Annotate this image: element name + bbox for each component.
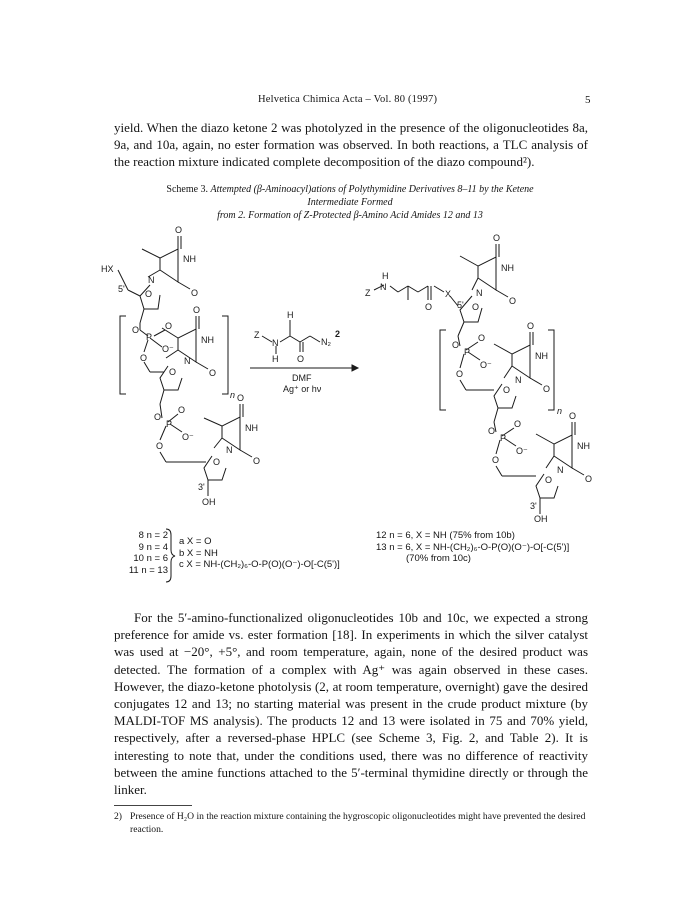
- atom-o: O: [132, 325, 140, 335]
- variant-a: a X = O: [179, 536, 212, 547]
- atom-o-minus: O⁻: [182, 432, 194, 442]
- page-number: 5: [585, 94, 591, 106]
- atom-p: P: [166, 419, 173, 429]
- left-sugar-1: [101, 264, 160, 323]
- atom-x: X: [445, 289, 452, 299]
- right-sugar-2: [460, 380, 516, 422]
- atom-o: O: [191, 288, 199, 298]
- atom-o: O: [527, 321, 535, 331]
- atom-p: P: [464, 347, 471, 357]
- atom-o: O: [169, 367, 177, 377]
- atom-o: O: [478, 333, 486, 343]
- footnote-rule: [114, 805, 192, 806]
- atom-o: O: [193, 305, 201, 315]
- catalyst-label: Ag⁺ or hν: [283, 384, 322, 394]
- repeat-n: n: [230, 390, 236, 400]
- variant-b: b X = NH: [179, 547, 218, 559]
- atom-z: Z: [365, 288, 371, 298]
- atom-h: H: [287, 310, 294, 320]
- solvent-label: DMF: [292, 373, 312, 383]
- atom-n: N: [148, 275, 155, 285]
- atom-n2: N₂: [321, 337, 331, 347]
- atom-o: O: [509, 296, 517, 306]
- product-side-chain: [365, 271, 464, 312]
- variant-list: [179, 536, 359, 571]
- product-list: [376, 530, 596, 565]
- paragraph-2: For the 5′-amino-functionalized oligonucleotides 10b and 10c, we expected a strong preference for amide vs. ester formation [18]. In experiments in which the silver catalyst was used at −20°, +5°, and room temperature, again, none of the desired product was detected. The formation of a complex with Ag⁺ was again observed in these cases. However, the diazo-ketone photolysis (2, at room temperature, overnight) gave the desired conjugates 12 and 13; no starting material was present in the crude product mixture (by MALDI-TOF MS analysis). The products 12 and 13 were isolated in 75 and 70% yield, respectively, after a reversed-phase HPLC (see Scheme 3, Fig. 2, and Table 2). It is interesting to note that, under the conditions used, there was no difference of reactivity between the amine functions attached to the 5′-terminal thymidine directly or through the linker.: [114, 610, 588, 798]
- atom-o: O: [492, 455, 500, 465]
- atom-h: H: [382, 271, 389, 281]
- right-sugar-3: [496, 466, 558, 524]
- atom-o: O: [253, 456, 261, 466]
- left-thymine-1: [142, 225, 198, 298]
- atom-nh: NH: [201, 335, 214, 345]
- atom-o: O: [488, 426, 496, 436]
- atom-nh: NH: [535, 351, 548, 361]
- atom-o: O: [178, 405, 186, 415]
- atom-o: O: [569, 411, 577, 421]
- atom-o: O: [452, 340, 460, 350]
- compound-10: 10 n = 6: [133, 553, 168, 564]
- atom-p: P: [146, 332, 153, 342]
- right-thymine-1: [460, 233, 516, 306]
- right-phosphate-1: [452, 333, 492, 379]
- atom-nh: NH: [577, 441, 590, 451]
- product-12: 12 n = 6, X = NH (75% from 10b): [376, 530, 515, 541]
- atom-o: O: [297, 354, 305, 364]
- variant-c: c X = NH-(CH₂)₆-O-P(O)(O⁻)-O[-C(5')]: [179, 559, 340, 570]
- atom-n: N: [476, 288, 483, 298]
- atom-o: O: [237, 393, 245, 403]
- right-phosphate-2: [488, 419, 528, 465]
- atom-nh: NH: [501, 263, 514, 273]
- right-thymine-2: [494, 321, 550, 394]
- atom-o: O: [154, 412, 162, 422]
- journal-title: Helvetica Chimica Acta – Vol. 80 (1997): [258, 94, 438, 105]
- caption-line-2: from 2. Formation of Z-Protected β-Amino Acid Amides 12 and 13: [217, 210, 483, 221]
- reagent-number: 2: [335, 329, 341, 339]
- atom-n: N: [272, 338, 279, 348]
- atom-o: O: [140, 353, 148, 363]
- paragraph-1: yield. When the diazo ketone 2 was photolyzed in the presence of the oligonucleotides 8a, 9a, and 10a, again, no ester formation was observed. In both reactions, a TLC analysis of the reaction mixture indicated complete decomposition of the diazo compound²).: [114, 120, 588, 170]
- atom-o: O: [145, 289, 153, 299]
- atom-n: N: [557, 465, 564, 475]
- atom-o: O: [545, 475, 553, 485]
- atom-o-minus: O⁻: [480, 360, 492, 370]
- atom-o: O: [213, 457, 221, 467]
- left-sugar-2: [144, 362, 182, 404]
- caption-lead: Scheme 3.: [166, 184, 209, 195]
- atom-o: O: [503, 385, 511, 395]
- caption-line-1: Attempted (β-Aminoacyl)ations of Polythymidine Derivatives 8–11 by the Ketene Intermediate Formed: [210, 184, 534, 208]
- atom-nh: NH: [245, 423, 258, 433]
- atom-o: O: [209, 368, 217, 378]
- left-thymine-3: [204, 393, 260, 466]
- compound-9: 9 n = 4: [138, 541, 168, 553]
- atom-o: O: [514, 419, 522, 429]
- compound-list: [116, 530, 168, 576]
- product-13: 13 n = 6, X = NH-(CH₂)₆-O-P(O)(O⁻)-O[-C(5')]: [376, 541, 570, 553]
- atom-hx: HX: [101, 264, 114, 274]
- atom-o-minus: O⁻: [516, 446, 528, 456]
- atom-o: O: [165, 321, 173, 331]
- reagent-diazoketone: [254, 310, 340, 364]
- atom-nh: NH: [183, 254, 196, 264]
- atom-o: O: [543, 384, 551, 394]
- footnote-text: Presence of H₂O in the reaction mixture containing the hygroscopic oligonucleotides might have prevented the desired reaction.: [130, 811, 586, 835]
- atom-o: O: [493, 233, 501, 243]
- reaction-arrow: [250, 365, 358, 394]
- atom-n: N: [380, 282, 387, 292]
- atom-p: P: [500, 433, 507, 443]
- footnote-mark: 2): [114, 811, 122, 822]
- atom-z: Z: [254, 330, 260, 340]
- repeat-n: n: [557, 406, 563, 416]
- product-13-yield: (70% from 10c): [406, 553, 471, 564]
- atom-o: O: [156, 441, 164, 451]
- atom-three-prime: 3': [198, 482, 205, 492]
- atom-o-minus: O⁻: [162, 344, 174, 354]
- atom-oh: OH: [202, 497, 216, 507]
- compound-8: 8 n = 2: [138, 530, 168, 541]
- atom-o: O: [456, 369, 464, 379]
- atom-oh: OH: [534, 514, 548, 524]
- right-thymine-3: [536, 411, 592, 484]
- atom-o: O: [425, 302, 433, 312]
- atom-n: N: [184, 356, 191, 366]
- atom-five-prime: 5': [457, 300, 464, 310]
- left-phosphate-2: [154, 404, 194, 451]
- left-sugar-3: [160, 452, 226, 507]
- atom-five-prime: 5': [118, 284, 125, 294]
- atom-n: N: [226, 445, 233, 455]
- atom-o: O: [175, 225, 183, 235]
- atom-h: H: [272, 354, 279, 364]
- atom-n: N: [515, 375, 522, 385]
- atom-o: O: [472, 302, 480, 312]
- atom-three-prime: 3': [530, 501, 537, 511]
- atom-o: O: [585, 474, 593, 484]
- compound-11: 11 n = 13: [128, 564, 168, 576]
